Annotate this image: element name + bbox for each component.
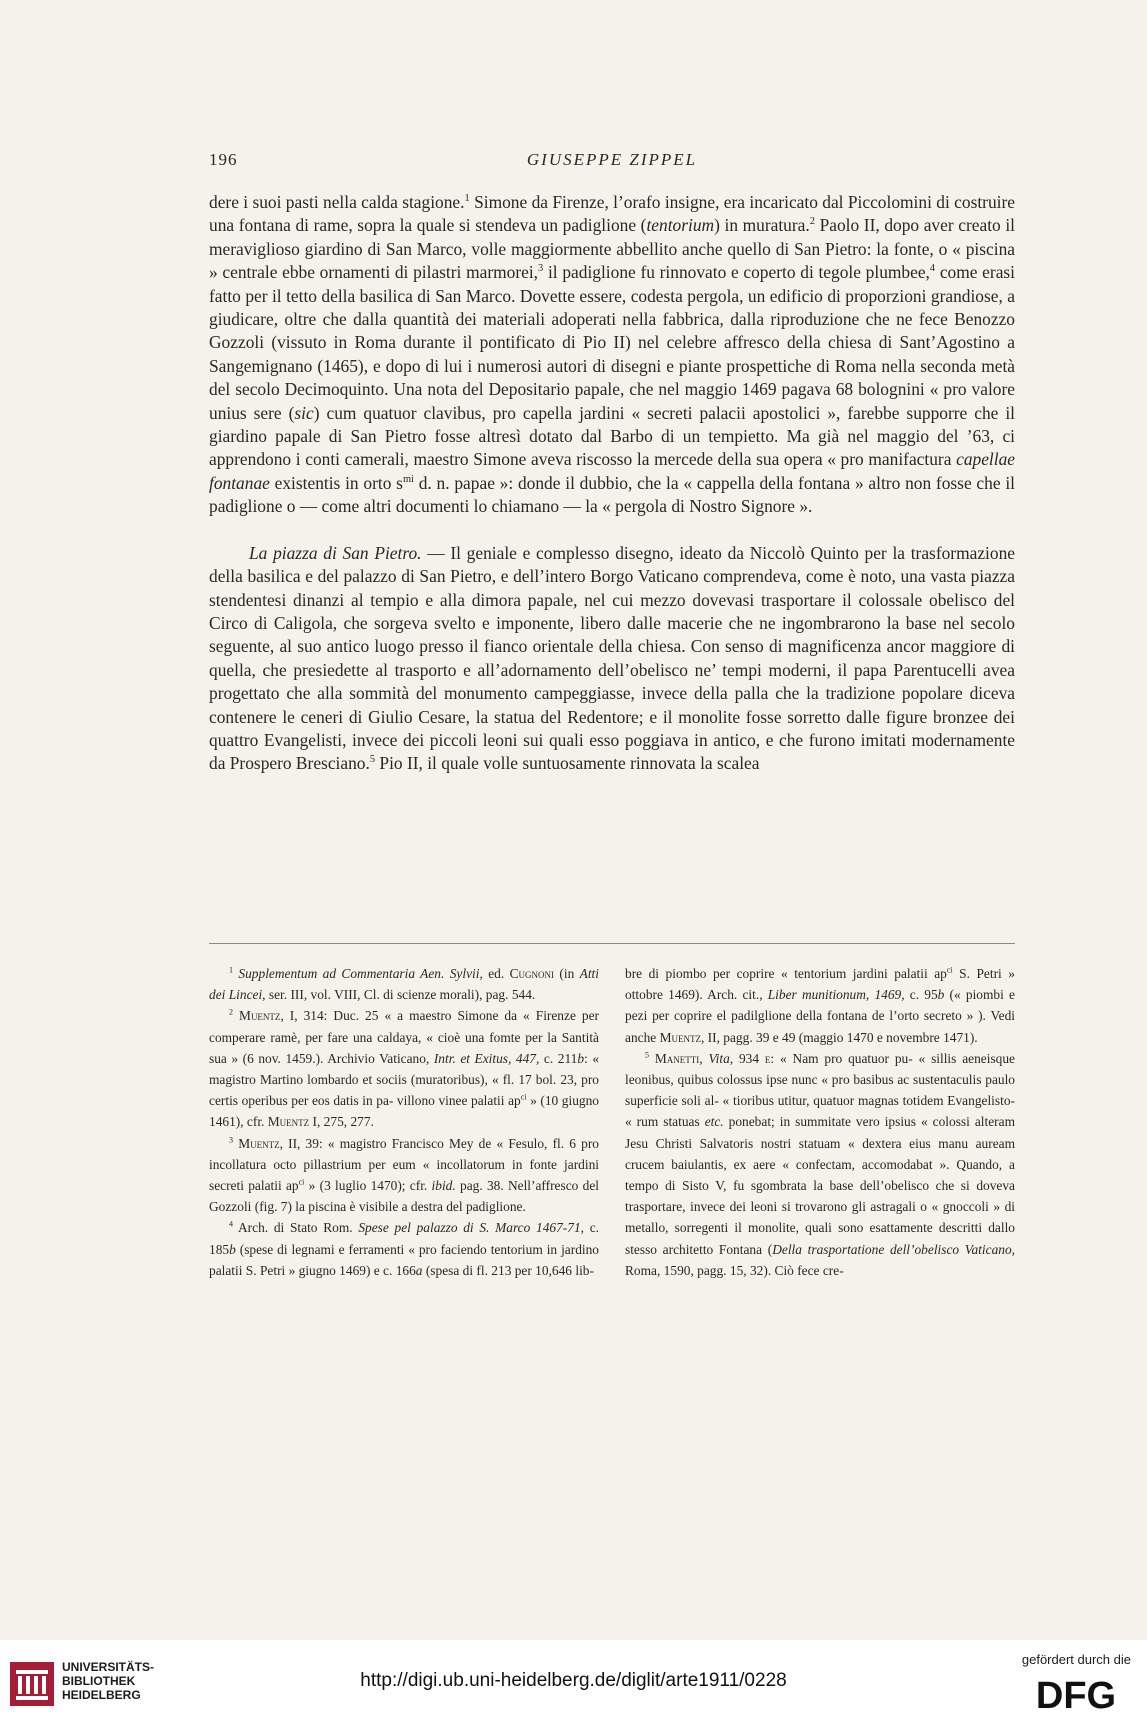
digitization-footer <box>0 1640 1147 1725</box>
footnote-4: $^4$ Arch. di Stato Rom. Spese pel palazzo di S. Marco 1467-71, c. 185b (spese di legnami e ferramenti « pro faciendo tentorium in jardino palatii S. Petri » giugno 1469) e c. 166a (spesa di fl. 213 per 10,646 lib- <box>209 1219 600 1278</box>
sponsor-text: gefördert durch die <box>1021 1652 1131 1667</box>
running-header <box>209 150 1015 172</box>
svg-text:DFG: DFG <box>1035 1675 1117 1714</box>
library-name: UNIVERSITÄTS- BIBLIOTHEK HEIDELBERG <box>62 1660 155 1702</box>
footnote-ref[interactable]: 5 <box>369 754 376 766</box>
footnote-ref[interactable]: 4 <box>929 263 936 275</box>
footnote-5: $^5$ Manetti, Vita, 934 e: « Nam pro quatuor pu- « sillis aeneisque leonibus, quibus colossus ipse nunc « pro basibus ac sustentaculis paulo superficie soli al- « tioribus utitur, quatuor magnas totidem Evangelisto- « rum statuas etc. ponebat; in summitate vero ipsius « colossi alteram Jesu Christi Salvatoris nostri statuam « dextera eius manu auream crucem baiulantis, ex aere « confectam, accomodabat ». Quando, a tempo di Sisto V, fu sgombrata la base dell’obelisco che si doveva trasportare, invece dei leoni si trovarono gli astragali o « gnoccoli » di metallo, sorregenti il monolite, quali sono esattamente descritti dallo stesso architetto Fontana (Della trasportatione dell’obelisco Vaticano, Roma, 1590, pagg. 15, 32). Ciò fece cre- <box>625 1050 1016 1278</box>
page-number: 196 <box>209 150 238 169</box>
running-title-author: GIUSEPPE ZIPPEL <box>526 150 698 169</box>
footnote-2: $^2$ Muentz, I, 314: Duc. 25 « a maestro Simone da « Firenze per comperare ramè, per fare una caldaya, « cioè una fomte per la Santità sua » (6 nov. 1459.). Archivio Vaticano, Intr. et Exitus, 447, c. 211b: « magistro Martino lombardo et sociis (muratoribus), « fl. 17 bol. 23, pro certis operibus per eos datis in pa- villono vinee palatii $ap^{ci}$ » (10 giugno 1461), cfr. Muentz I, 275, 277. <box>209 1007 600 1130</box>
main-text <box>209 191 1015 776</box>
footnote-4-continued: bre di piombo per coprire « tentorium jardini palatii $ap^{ci}$ S. Petri » ottobre 1469). Arch. cit., Liber munitionum, 1469, c. 95b (« piombi e pezi per coprire el padilglione della fontana de l’orto secreto » ). Vedi anche Muentz, II, pagg. 39 e 49 (maggio 1470 e novembre 1471). <box>625 965 1015 1045</box>
footnotes-right-column <box>625 963 1015 1281</box>
dfg-logo-icon <box>1019 1674 1133 1714</box>
section-heading: La piazza di San Pietro. <box>249 542 422 563</box>
permalink-url[interactable]: http://digi.ub.uni-heidelberg.de/diglit/arte1911/0228 <box>360 1670 787 1691</box>
footnotes <box>209 963 1015 1281</box>
footnote-1: $^1$ Supplementum ad Commentaria Aen. Sylvii, ed. Cugnoni (in Atti dei Lincei, ser. III, vol. VIII, Cl. di scienze morali), pag. 544. <box>209 965 599 1003</box>
paragraph-fountain: dere i suoi pasti nella calda stagione.$^1$ Simone da Firenze, l’orafo insigne, era incaricato dal Piccolomini di costruire una fontana di rame, sopra la quale si stendeva un padiglione (tentorium) in muratura.$^2$ Paolo II, dopo aver creato il meraviglioso giardino di San Marco, volle maggiormente abbellito anche quello di San Pietro: la fonte, o « piscina » centrale ebbe ornamenti di pilastri marmorei,$^3$ il padiglione fu rinnovato e coperto di tegole plumbee,$^4$ come erasi fatto per il tetto della basilica di San Marco. Dovette essere, codesta pergola, un edificio di proporzioni grandiose, a giudicare, oltre che dalla quantità dei materiali adoperati nella fabbrica, dalla riproduzione che ne fece Benozzo Gozzoli (vissuto in Roma durante il pontificato di Pio II) nel celebre affresco della chiesa di Sant’Agostino a Sangemignano (1465), e dopo di lui i numerosi autori di disegni e piante prospettiche di Roma nella seconda metà del secolo Decimoquinto. Una nota del Depositario papale, che nel maggio 1469 pagava 68 bolognini « pro valore unius sere (sic) cum quatuor clavibus, pro capella jardini « secreti palacii apostolici », farebbe supporre che il giardino papale di San Pietro fosse altresì dotato dal Barbo di un tempietto. Ma già nel maggio del ’63, ci apprendono i conti camerali, maestro Simone aveva riscosso la mercede della sua opera « pro manifactura capellae fontanae existentis in orto $s^{mi}$ d. n. papae »: donde il dubbio, che la « cappella della fontana » altro non fosse che il padiglione o — come altri documenti lo chiamano — la « pergola di Nostro Signore ». <box>209 192 1016 517</box>
footnote-ref[interactable]: 2 <box>809 216 815 228</box>
footnote-divider <box>209 943 1015 944</box>
paragraph-piazza: La piazza di San Pietro. — Il geniale e complesso disegno, ideato da Niccolò Quinto per la trasformazione della basilica e del palazzo di San Pietro, e dell’intero Borgo Vaticano comprendeva, come è noto, una vasta piazza stendentesi dinanzi al tempio e alla dimora papale, nel cui mezzo dovevasi trasportare il colossale obelisco del Circo di Caligola, che sorgeva svelto e imponente, libero dalle macerie che ne ingombrarono la base nel secolo seguente, al suo antico luogo presso il fianco orientale della chiesa. Con senso di magnificenza ancor maggiore di quella, che presiedette al trasporto e all’adornamento dell’obelisco ne’ tempi moderni, il papa Parentucelli avea progettato che alla sommità del monumento campeggiasse, invece della palla che la tradizione popolare diceva contenere le ceneri di Giulio Cesare, la statua del Redentore; e il monolite fosse sorretto dalle figure bronzee dei quattro Evangelisti, invece dei piccoli leoni sui quali esso poggiava in antico, e che furono imitati modernamente da Prospero Bresciano.$^5$ Pio II, il quale volle suntuosamente rinnovata la scalea <box>209 542 1016 774</box>
footnotes-left-column <box>209 963 599 1281</box>
footnote-ref[interactable]: 1 <box>464 193 470 205</box>
footnote-3: $^3$ Muentz, II, 39: « magistro Francisco Mey de « Fesulo, fl. 6 pro incollatura octo pillastrium per eum « incollatorum in fonte jardini secreti palatii $ap^{ci}$ » (3 luglio 1470); cfr. ibid. pag. 38. Nell’affresco del Gozzoli (fig. 7) la piscina è visibile a destra del padiglione. <box>209 1135 599 1215</box>
footnote-ref[interactable]: 3 <box>538 263 544 275</box>
